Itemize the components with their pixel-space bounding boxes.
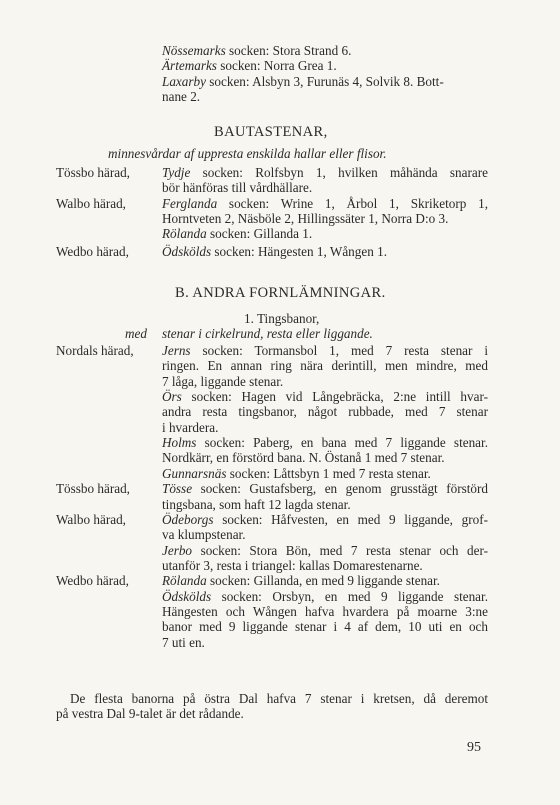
parish-line: [162, 543, 488, 558]
entry-text: socken: Låttsbyn 1 med 7 resta stenar.: [226, 465, 431, 481]
entry-text: nane 2.: [162, 89, 201, 105]
parish-line: [162, 604, 488, 619]
district-label: Nordals härad,: [56, 343, 134, 358]
parish-name: Jerns: [162, 343, 191, 358]
parish-line: [162, 196, 488, 211]
section-subheading: minnesvårdar af uppresta enskilda hallar eller flisor.: [108, 146, 387, 161]
parish-line: [162, 512, 488, 527]
entry-text: tingsbana, som haft 12 lagda stenar.: [162, 496, 351, 512]
parish-name: Tösse: [162, 481, 193, 497]
caption-prefix: med: [125, 326, 147, 341]
entry-text: socken: Gustafsberg, en genom grusstägt förstörd: [192, 481, 488, 497]
entry-text: 7 låga, liggande stenar.: [162, 373, 284, 389]
parish-line: [162, 466, 431, 481]
parish-line: [162, 374, 283, 389]
parish-line: [162, 527, 246, 542]
parish-line: [162, 358, 488, 373]
parish-line: [162, 211, 448, 226]
entry-text: utanför 3, resta i triangel: kallas Domarestenarne.: [162, 557, 423, 573]
parish-line: [162, 573, 440, 588]
parish-line: [162, 589, 488, 604]
entry-text: socken: Stora Bön, med 7 resta stenar och der-: [192, 542, 488, 558]
entry-text: ringen. En annan ring nära derintill, men mindre, med: [162, 358, 488, 374]
district-label: Walbo härad,: [56, 195, 126, 211]
entry-text: socken: Wrine 1, Årbol 1, Skriketorp 1,: [217, 195, 488, 211]
parish-name: Holms: [162, 435, 197, 451]
parish-name: Rölanda: [162, 573, 207, 589]
entry-text: Horntveten 2, Näsböle 2, Hillingssäter 1, Norra D:o 3.: [162, 211, 449, 227]
section-heading: B. ANDRA FORNLÄMNINGAR.: [175, 285, 386, 301]
entry-text: socken: Norra Grea 1.: [216, 58, 337, 74]
parish-line: [162, 165, 488, 180]
parish-name: Rölanda: [162, 226, 207, 242]
section-heading: BAUTASTENAR,: [214, 124, 328, 140]
district-label: Walbo härad,: [56, 511, 126, 527]
entry-text: socken: Hagen vid Långebräcka, 2:ne intill hvar-: [181, 389, 488, 405]
parish-name: Ödeborgs: [162, 511, 214, 527]
parish-line: [162, 497, 351, 512]
entry-text: socken: Tormansbol 1, med 7 resta stenar i: [190, 343, 488, 358]
parish-line: [162, 558, 423, 573]
parish-name: Gunnarsnäs: [162, 465, 227, 481]
parish-line: [162, 244, 387, 259]
entry-text: bör hänföras till vårdhällare.: [162, 180, 313, 196]
parish-line: [162, 435, 488, 450]
entry-text: banor med 9 liggande stenar i 4 af dem, 10 uti en och: [162, 619, 488, 635]
parish-line: [162, 89, 200, 104]
parish-name: Ferglanda: [162, 195, 218, 211]
entry-text: socken: Gillanda, en med 9 liggande stenar.: [206, 573, 440, 589]
parish-line: [162, 450, 445, 465]
parish-name: Ärtemarks: [162, 58, 217, 74]
parish-line: [162, 226, 312, 241]
parish-name: Örs: [162, 389, 182, 405]
parish-line: [162, 481, 488, 496]
parish-name: Jerbo: [162, 542, 193, 558]
parish-line: [162, 180, 312, 195]
parish-line: [162, 74, 444, 89]
parish-name: Nössemarks: [162, 43, 226, 58]
parish-line: [162, 404, 488, 419]
entry-text: va klumpstenar.: [162, 527, 246, 543]
district-label: Tössbo härad,: [56, 481, 130, 497]
entry-text: socken: Håfvesten, en med 9 liggande, grof-: [213, 511, 488, 527]
entry-text: Nordkärr, en förstörd bana. N. Östanå 1 med 7 stenar.: [162, 450, 445, 466]
parish-line: [162, 389, 488, 404]
entry-text: socken: Gillanda 1.: [206, 226, 313, 242]
parish-line: [162, 343, 488, 358]
entry-text: andra resta tingsbanor, något rubbade, med 7 stenar: [162, 404, 488, 420]
closing-paragraph-line: på vestra Dal 9-talet är det rådande.: [56, 706, 244, 722]
entry-text: 7 uti en.: [162, 634, 205, 650]
parish-line: [162, 619, 488, 634]
entry-text: socken: Stora Strand 6.: [225, 43, 352, 58]
parish-name: Tydje: [162, 165, 191, 180]
entry-text: Hängesten och Wången hafva hvardera på moarne 3:ne: [162, 603, 488, 619]
parish-name: Ödskölds: [162, 243, 212, 259]
entry-text: socken: Paberg, en bana med 7 liggande stenar.: [196, 435, 488, 451]
parish-name: Ödskölds: [162, 588, 212, 604]
page-number: 95: [467, 740, 481, 755]
parish-line: [162, 43, 351, 58]
district-label: Wedbo härad,: [56, 243, 129, 259]
district-label: Tössbo härad,: [56, 165, 130, 180]
parish-line: [162, 58, 337, 73]
section-caption: stenar i cirkelrund, resta eller liggande.: [162, 326, 373, 341]
district-label: Wedbo härad,: [56, 573, 129, 589]
section-subheading: 1. Tingsbanor,: [244, 311, 320, 326]
closing-paragraph-line: De flesta banorna på östra Dal hafva 7 stenar i kretsen, då deremot: [70, 691, 488, 706]
entry-text: socken: Hängesten 1, Wången 1.: [211, 243, 387, 259]
parish-line: [162, 635, 205, 650]
parish-name: Laxarby: [162, 73, 206, 89]
entry-text: i hvardera.: [162, 419, 219, 435]
parish-line: [162, 420, 218, 435]
entry-text: socken: Orsbyn, en med 9 liggande stenar.: [211, 588, 488, 604]
entry-text: socken: Alsbyn 3, Furunäs 4, Solvik 8. Bott-: [205, 73, 444, 89]
entry-text: socken: Rolfsbyn 1, hvilken måhända snarare: [190, 165, 488, 180]
